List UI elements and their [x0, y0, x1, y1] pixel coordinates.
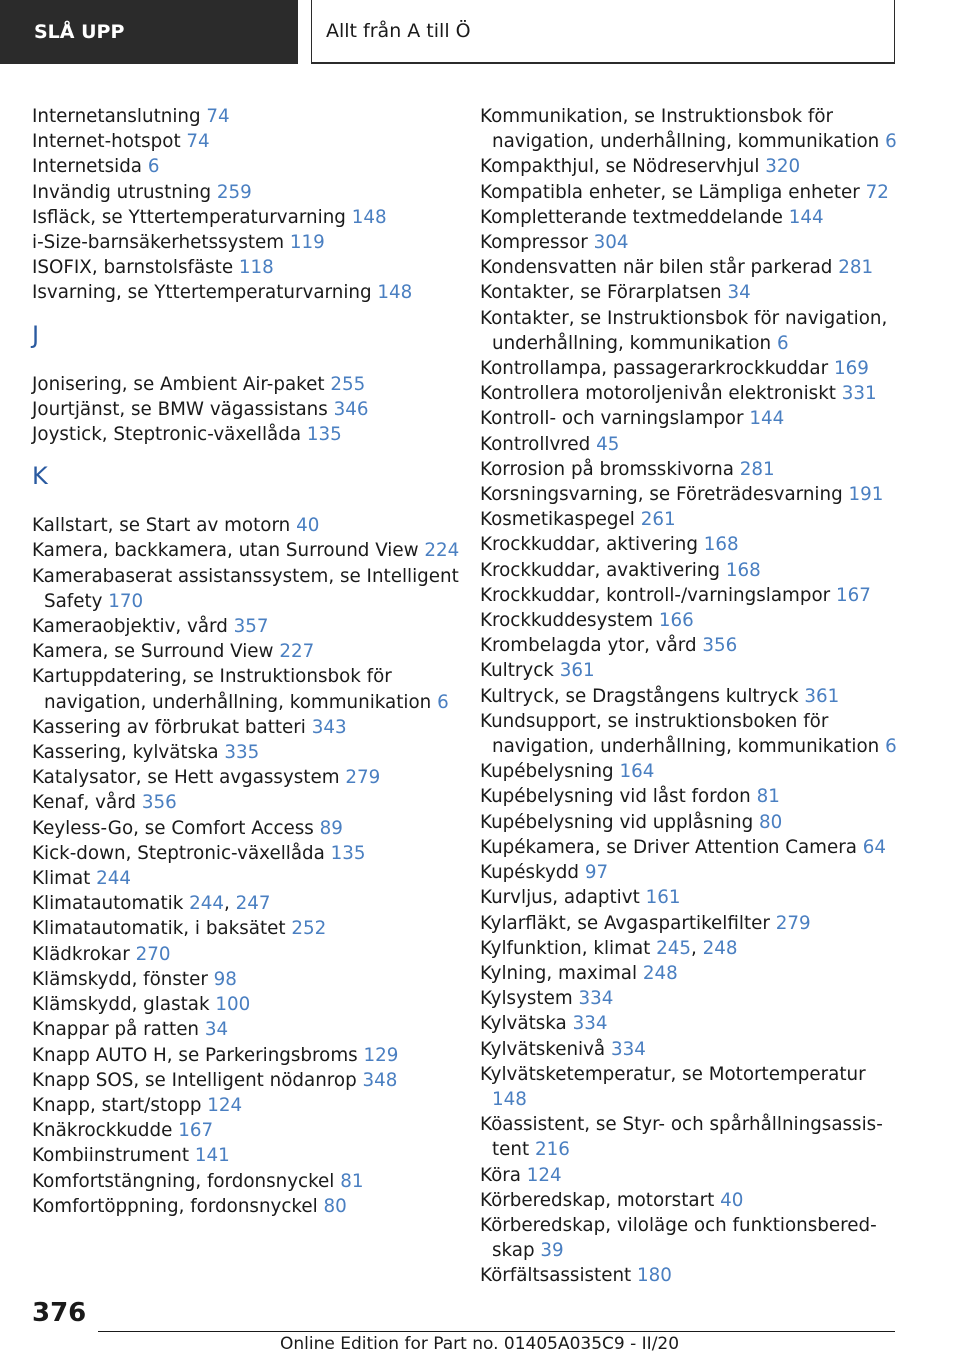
- index-entry: [32, 564, 462, 614]
- page-link[interactable]: 148: [492, 1088, 527, 1110]
- page-link[interactable]: 281: [739, 458, 775, 480]
- index-term: Kombiinstrument: [32, 1145, 195, 1167]
- footer-edition: Online Edition for Part no. 01405A035C9 - II/20: [280, 1334, 680, 1354]
- page-link[interactable]: 100: [215, 994, 251, 1016]
- index-term: Jonisering, se Ambient Air-paket: [32, 373, 331, 395]
- page-link[interactable]: 348: [362, 1069, 398, 1091]
- index-term: Kompletterande textmeddelande: [480, 206, 789, 228]
- index-term: Kylfunktion, klimat: [480, 937, 657, 959]
- index-term: Krockkuddesystem: [480, 610, 659, 632]
- page-link[interactable]: 356: [141, 792, 177, 814]
- index-entry: [480, 280, 900, 305]
- page-link[interactable]: 281: [838, 257, 874, 279]
- index-term: Jourtjänst, se BMW vägassistans: [32, 398, 334, 420]
- index-term: Körberedskap, viloläge och funktionsberedskap: [480, 1214, 877, 1262]
- index-entry: [32, 538, 462, 563]
- page-link[interactable]: 334: [578, 988, 614, 1010]
- index-term: Kenaf, vård: [32, 792, 142, 814]
- page-link[interactable]: 119: [289, 232, 325, 254]
- index-term: Kontakter, se Förarplatsen: [480, 282, 728, 304]
- index-entry: [480, 230, 900, 255]
- page-link[interactable]: 161: [645, 887, 681, 909]
- index-term: Kupébelysning: [480, 761, 620, 783]
- index-term: Krombelagda ytor, vård: [480, 635, 703, 657]
- index-entry: [32, 154, 462, 179]
- page-link[interactable]: 244: [96, 868, 132, 890]
- page-link[interactable]: 180: [637, 1265, 672, 1287]
- page-link[interactable]: 248: [702, 937, 738, 959]
- page-link[interactable]: 191: [848, 484, 884, 506]
- index-entry: [32, 129, 462, 154]
- page-link[interactable]: 169: [833, 358, 869, 380]
- index-term: Isvarning, se Yttertemperaturvarning: [32, 282, 378, 304]
- page-link[interactable]: 118: [238, 257, 274, 279]
- index-term: Komfortöppning, fordonsnyckel: [32, 1195, 324, 1217]
- index-term: Klädkrokar: [32, 943, 136, 965]
- index-entry: [480, 154, 900, 179]
- index-entry: Klimatautomatik 244, 247: [32, 893, 271, 915]
- page-link[interactable]: 224: [424, 540, 460, 562]
- page-link[interactable]: 227: [279, 641, 315, 663]
- index-term: Kosmetikaspegel: [480, 509, 641, 531]
- index-entry: [480, 1037, 900, 1062]
- index-entry: [32, 280, 462, 305]
- index-term: Klimat: [32, 868, 97, 890]
- index-term: Kontrollera motoroljenivån elektroniskt: [480, 383, 842, 405]
- page-link[interactable]: 40: [720, 1189, 744, 1211]
- index-entry: [32, 841, 462, 866]
- index-entry: [32, 1043, 462, 1068]
- index-entry: [32, 255, 462, 280]
- section-letter: K: [32, 462, 48, 491]
- page-link[interactable]: 148: [377, 282, 413, 304]
- index-entry: [480, 911, 900, 936]
- page-link[interactable]: 40: [296, 515, 320, 537]
- index-entry: [32, 1194, 462, 1219]
- index-term: Kupébelysning vid upplåsning: [480, 811, 760, 833]
- index-term: Internetanslutning: [32, 106, 207, 127]
- index-entry: [32, 397, 462, 422]
- index-entry: [480, 986, 900, 1011]
- index-term: Köra: [480, 1164, 527, 1186]
- index-term: Kompressor: [480, 232, 594, 254]
- page-link[interactable]: 144: [788, 206, 824, 228]
- index-entry: [32, 422, 462, 447]
- page-link[interactable]: 343: [311, 716, 347, 738]
- page-link[interactable]: 356: [702, 635, 738, 657]
- page-link[interactable]: 245: [656, 937, 692, 959]
- page-link[interactable]: 170: [108, 590, 144, 612]
- index-entry: [480, 306, 900, 356]
- index-entry: [480, 104, 900, 154]
- index-entry: [480, 658, 900, 683]
- index-entry: [480, 381, 900, 406]
- index-term: Kamera, se Surround View: [32, 641, 280, 663]
- index-term: Kontroll- och varningslampor: [480, 408, 750, 430]
- index-entry: [32, 372, 462, 397]
- index-term: Invändig utrustning: [32, 181, 217, 203]
- page-link[interactable]: 89: [319, 817, 343, 839]
- page-link[interactable]: 34: [727, 282, 751, 304]
- page-header: [0, 0, 960, 66]
- page-link[interactable]: 124: [207, 1094, 243, 1116]
- index-term: Knäkrockkudde: [32, 1120, 179, 1142]
- page-link[interactable]: 279: [345, 767, 381, 789]
- index-term: Kylvätskenivå: [480, 1038, 611, 1060]
- page-link[interactable]: 64: [862, 836, 887, 858]
- index-term: Krockkuddar, aktivering: [480, 534, 704, 556]
- page-link[interactable]: 361: [559, 660, 595, 682]
- page-link[interactable]: 72: [865, 181, 889, 203]
- index-entry: [480, 835, 900, 860]
- index-entry: [480, 432, 900, 457]
- page-link[interactable]: 6: [885, 131, 897, 153]
- index-term: Kultryck: [480, 660, 560, 682]
- index-term: Kontrollampa, passagerarkrockkuddar: [480, 358, 834, 380]
- page-link[interactable]: 168: [725, 559, 761, 581]
- index-entry: [480, 961, 900, 986]
- index-term: Kundsupport, se instruktionsboken för navigation, underhållning, kommunikation: [480, 710, 886, 758]
- index-term: Kupéskydd: [480, 862, 585, 884]
- index-term: Körfältsassistent: [480, 1265, 638, 1287]
- page-link[interactable]: 148: [351, 206, 387, 228]
- index-term: Isfläck, se Yttertemperaturvarning: [32, 206, 352, 228]
- index-term: Kick-down, Steptronic-växellåda: [32, 842, 331, 864]
- index-entry: [32, 104, 462, 129]
- index-term: Körberedskap, motorstart: [480, 1189, 721, 1211]
- index-entry: [32, 790, 462, 815]
- index-entry: [480, 608, 900, 633]
- index-term: i-Size-barnsäkerhetssystem: [32, 232, 290, 254]
- index-term: Knapp SOS, se Intelligent nödanrop: [32, 1069, 363, 1091]
- page-link[interactable]: 98: [213, 968, 237, 990]
- index-entry: [32, 1143, 462, 1168]
- index-entry: [480, 558, 900, 583]
- page-link[interactable]: 357: [233, 616, 269, 638]
- index-term: Kompakthjul, se Nödreservhjul: [480, 156, 766, 178]
- index-entry: [32, 967, 462, 992]
- index-entry: [480, 860, 900, 885]
- index-entry: [32, 765, 462, 790]
- index-entry: [480, 1163, 900, 1188]
- index-entry: [32, 942, 462, 967]
- index-term: Kommunikation, se Instruktionsbok för navigation, underhållning, kommunikation: [480, 106, 886, 153]
- index-term: Kontrollvred: [480, 433, 597, 455]
- index-entry: [480, 759, 900, 784]
- index-term: Kupékamera, se Driver Attention Camera: [480, 836, 863, 858]
- index-term: Kultryck, se Dragstångens kultryck: [480, 685, 805, 707]
- index-entry: [32, 513, 462, 538]
- index-term: Knappar på ratten: [32, 1019, 205, 1041]
- index-term: Kamera, backkamera, utan Surround View: [32, 540, 425, 562]
- index-entry: [480, 255, 900, 280]
- index-entry: [480, 1011, 900, 1036]
- index-entry: [480, 482, 900, 507]
- index-term: Internet-hotspot: [32, 131, 187, 153]
- page-link[interactable]: 255: [330, 373, 366, 395]
- index-term: Komfortstängning, fordonsnyckel: [32, 1170, 341, 1192]
- index-term: Kondensvatten när bilen står parkerad: [480, 257, 839, 279]
- index-entry: [480, 709, 900, 759]
- index-term: Krockkuddar, avaktivering: [480, 559, 726, 581]
- page-link[interactable]: 80: [759, 811, 783, 833]
- index-entry: [32, 614, 462, 639]
- page-link[interactable]: 248: [642, 962, 678, 984]
- index-term: Katalysator, se Hett avgassystem: [32, 767, 346, 789]
- index-term: Kylvätska: [480, 1013, 573, 1035]
- index-entry: [480, 1263, 900, 1288]
- index-entry: [480, 1213, 900, 1263]
- index-term: Köassistent, se Styr- och spårhållningsassistent: [480, 1114, 883, 1161]
- index-entry: [32, 230, 462, 255]
- index-term: Kontakter, se Instruktionsbok för navigation, underhållning, kommunikation: [480, 307, 888, 354]
- index-term: Korrosion på bromsskivorna: [480, 458, 740, 480]
- page-link[interactable]: 135: [306, 424, 342, 446]
- index-term: Kassering av förbrukat batteri: [32, 716, 312, 738]
- page-link[interactable]: 124: [526, 1164, 562, 1186]
- page-link[interactable]: 320: [765, 156, 801, 178]
- page-link[interactable]: 270: [135, 943, 171, 965]
- index-entry: [480, 583, 900, 608]
- page-link[interactable]: 141: [194, 1145, 230, 1167]
- page-link[interactable]: 331: [841, 383, 877, 405]
- index-term: Kallstart, se Start av motorn: [32, 515, 297, 537]
- index-term: Kylarfläkt, se Avgaspartikelfilter: [480, 912, 776, 934]
- index-entry: [480, 885, 900, 910]
- page-link[interactable]: 74: [206, 106, 230, 127]
- index-entry: [32, 740, 462, 765]
- index-entry: [32, 180, 462, 205]
- index-term: Kurvljus, adaptivt: [480, 887, 646, 909]
- page-link[interactable]: 39: [540, 1240, 564, 1262]
- index-entry: Kylfunktion, klimat 245, 248: [480, 937, 738, 959]
- index-entry: [480, 356, 900, 381]
- page-link[interactable]: 279: [775, 912, 811, 934]
- index-entry: [32, 1093, 462, 1118]
- index-entry: [32, 1017, 462, 1042]
- index-entry: [32, 916, 462, 941]
- index-term: ISOFIX, barnstolsfäste: [32, 257, 239, 279]
- index-term: Kylning, maximal: [480, 962, 643, 984]
- index-term: Kamerabaserat assistanssystem, se Intelligent Safety: [32, 565, 459, 612]
- index-entry: [480, 633, 900, 658]
- page-link[interactable]: 6: [147, 156, 160, 178]
- page-link[interactable]: 216: [534, 1139, 570, 1161]
- footer-rule: [98, 1331, 895, 1332]
- index-entry: [480, 1112, 900, 1162]
- page-link[interactable]: 6: [885, 736, 897, 758]
- index-entry: [480, 1062, 900, 1112]
- index-entry: [480, 205, 900, 230]
- page-link[interactable]: 252: [291, 918, 327, 940]
- page-link[interactable]: 261: [640, 509, 676, 531]
- page-link[interactable]: 6: [437, 691, 449, 713]
- index-entry: [480, 684, 900, 709]
- index-entry: [480, 457, 900, 482]
- chapter-title: Allt från A till Ö: [311, 0, 895, 64]
- index-entry: [32, 1118, 462, 1143]
- index-term: Knapp, start/stopp: [32, 1094, 208, 1116]
- index-entry: [480, 810, 900, 835]
- index-term: Joystick, Steptronic-växellåda: [32, 424, 307, 446]
- index-term: Klimatautomatik: [32, 893, 190, 915]
- index-term: Keyless-Go, se Comfort Access: [32, 817, 320, 839]
- index-term: Klämskydd, fönster: [32, 968, 214, 990]
- page-link[interactable]: 168: [703, 534, 739, 556]
- index-entry: [32, 1068, 462, 1093]
- index-term: Klämskydd, glastak: [32, 994, 216, 1016]
- page-link[interactable]: 135: [330, 842, 366, 864]
- page-link[interactable]: 81: [340, 1170, 364, 1192]
- index-entry: [32, 816, 462, 841]
- page-link[interactable]: 144: [749, 408, 785, 430]
- page-number: 376: [32, 1298, 87, 1328]
- page-link[interactable]: 6: [776, 332, 789, 354]
- index-term: Internetsida: [32, 156, 148, 178]
- tab-sla-upp[interactable]: SLÅ UPP: [0, 0, 298, 64]
- page-link[interactable]: 166: [658, 610, 694, 632]
- page-link[interactable]: 334: [572, 1013, 608, 1035]
- index-column-right: [480, 104, 900, 1289]
- index-entry: [480, 1188, 900, 1213]
- page-link[interactable]: 167: [835, 584, 871, 606]
- index-term: Krockkuddar, kontroll-/varningslampor: [480, 584, 836, 606]
- index-entry: [32, 715, 462, 740]
- page-link[interactable]: 164: [619, 761, 655, 783]
- index-entry: [32, 1169, 462, 1194]
- page-link[interactable]: 80: [323, 1195, 347, 1217]
- index-term: Kameraobjektiv, vård: [32, 616, 234, 638]
- index-column-left: [32, 104, 462, 1219]
- index-entry: [32, 205, 462, 230]
- page-link[interactable]: 97: [584, 862, 609, 884]
- index-term: Knapp AUTO H, se Parkeringsbroms: [32, 1044, 364, 1066]
- page-link[interactable]: 244: [189, 893, 225, 915]
- index-entry: [32, 664, 462, 714]
- index-entry: [480, 532, 900, 557]
- index-term: Korsningsvarning, se Företrädesvarning: [480, 484, 849, 506]
- index-term: Kassering, kylvätska: [32, 742, 225, 764]
- page-link[interactable]: 45: [596, 433, 620, 455]
- page-link[interactable]: 247: [235, 893, 271, 915]
- page-link[interactable]: 167: [178, 1120, 214, 1142]
- page-link[interactable]: 81: [756, 786, 780, 808]
- index-entry: [480, 507, 900, 532]
- index-entry: [32, 639, 462, 664]
- page-link[interactable]: 361: [804, 685, 840, 707]
- index-term: Kylvätsketemperatur, se Motortemperatur: [480, 1063, 866, 1085]
- index-term: Klimatautomatik, i baksätet: [32, 918, 292, 940]
- page-link[interactable]: 335: [224, 742, 260, 764]
- page-link[interactable]: 74: [186, 131, 210, 153]
- index-term: Kupébelysning vid låst fordon: [480, 786, 757, 808]
- index-entry: [32, 866, 462, 891]
- index-term: Kartuppdatering, se Instruktionsbok för navigation, underhållning, kommunikation: [32, 666, 438, 713]
- index-term: Kylsystem: [480, 988, 579, 1010]
- page-link[interactable]: 34: [204, 1019, 229, 1041]
- page-link[interactable]: 334: [610, 1038, 646, 1060]
- index-entry: [480, 406, 900, 431]
- page-link[interactable]: 346: [333, 398, 369, 420]
- page-link[interactable]: 304: [593, 232, 629, 254]
- index-entry: [480, 180, 900, 205]
- index-term: Kompatibla enheter, se Lämpliga enheter: [480, 181, 866, 203]
- section-letter: J: [32, 320, 40, 349]
- index-entry: [480, 784, 900, 809]
- index-entry: [32, 992, 462, 1017]
- page-link[interactable]: 129: [363, 1044, 399, 1066]
- page-link[interactable]: 259: [216, 181, 252, 203]
